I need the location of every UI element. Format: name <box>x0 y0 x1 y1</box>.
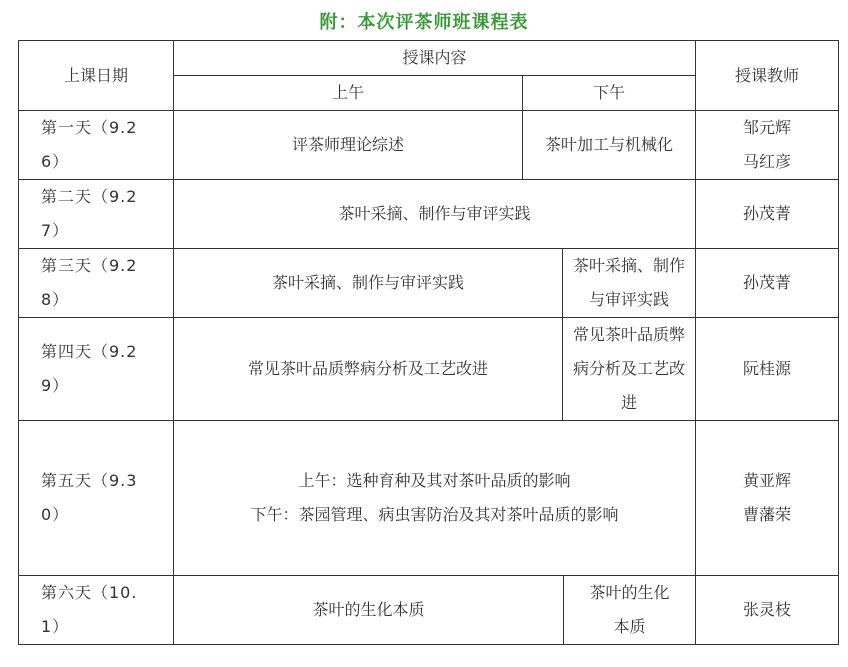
table-row <box>19 111 839 180</box>
teacher-cell: 张灵枝 <box>696 576 839 645</box>
day-cell: 第五天（9.3 0） <box>19 421 174 576</box>
day-cell: 第四天（9.2 9） <box>19 318 174 421</box>
header-morning: 上午 <box>174 76 523 111</box>
full-day-cell: 上午：选种育种及其对茶叶品质的影响 下午：茶园管理、病虫害防治及其对茶叶品质的影响 <box>174 421 696 576</box>
header-afternoon: 下午 <box>523 76 696 111</box>
table-row <box>19 180 839 249</box>
afternoon-cell: 茶叶的生化 本质 <box>589 583 670 636</box>
header-row <box>19 41 839 76</box>
afternoon-cell: 茶叶采摘、制作 与审评实践 <box>563 249 696 318</box>
schedule-title: 附：本次评茶师班课程表 <box>319 12 529 33</box>
header-teacher: 授课教师 <box>696 41 839 111</box>
morning-cell: 常见茶叶品质弊病分析及工艺改进 <box>174 318 563 421</box>
day-cell: 第二天（9.2 7） <box>19 180 174 249</box>
morning-cell: 茶叶采摘、制作与审评实践 <box>174 249 563 318</box>
table-row <box>19 421 839 576</box>
day-cell: 第一天（9.2 6） <box>19 111 174 180</box>
afternoon-cell: 茶叶加工与机械化 <box>523 111 696 180</box>
morning-cell: 评茶师理论综述 <box>174 111 523 180</box>
day-cell: 第三天（9.2 8） <box>19 249 174 318</box>
header-content: 授课内容 <box>174 41 696 76</box>
day6-content-cell <box>174 576 696 645</box>
day6-split <box>174 576 695 644</box>
day-cell: 第六天（10. 1） <box>19 576 174 645</box>
table-row <box>19 576 839 645</box>
header-date: 上课日期 <box>19 41 174 111</box>
table-row <box>19 318 839 421</box>
table-row <box>19 249 839 318</box>
teacher-cell: 黄亚辉 曹藩荣 <box>696 421 839 576</box>
afternoon-cell: 常见茶叶品质弊 病分析及工艺改 进 <box>563 318 696 421</box>
course-schedule-table <box>18 40 839 645</box>
teacher-cell: 阮桂源 <box>696 318 839 421</box>
teacher-cell: 邹元辉 马红彦 <box>696 111 839 180</box>
morning-cell: 茶叶的生化本质 <box>174 576 564 644</box>
teacher-cell: 孙茂菁 <box>696 180 839 249</box>
full-day-cell: 茶叶采摘、制作与审评实践 <box>174 180 696 249</box>
teacher-cell: 孙茂菁 <box>696 249 839 318</box>
